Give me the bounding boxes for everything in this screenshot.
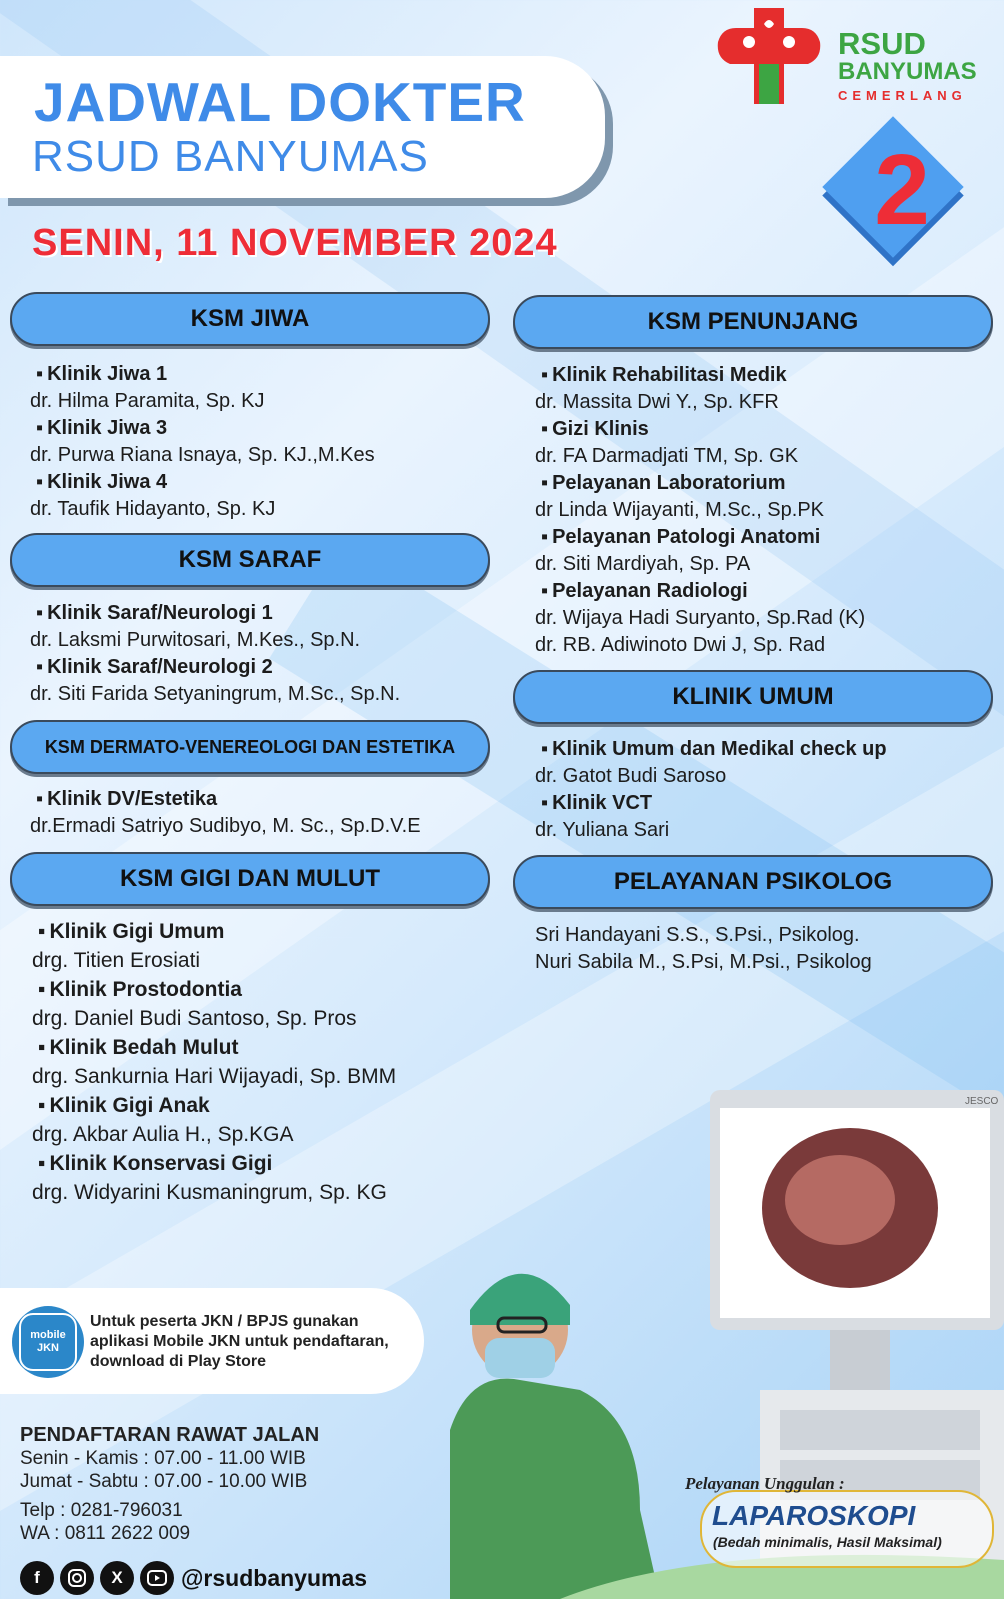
section-header-dermato: KSM DERMATO-VENEREOLOGI DAN ESTETIKA [10,720,490,774]
clinic-name: ▪ Pelayanan Radiologi [535,578,865,605]
doctor-name: dr. FA Darmadjati TM, Sp. GK [535,445,799,467]
youtube-icon[interactable] [140,1561,174,1595]
page-subtitle: RSUD BANYUMAS [32,132,429,181]
registration-whatsapp: WA : 0811 2622 009 [20,1523,191,1544]
doctor-name: drg. Akbar Aulia H., Sp.KGA [32,1123,294,1146]
promo-note: (Bedah minimalis, Hasil Maksimal) [713,1534,942,1550]
logo-text-cemerlang: CEMERLANG [838,88,967,103]
registration-hours-2: Jumat - Sabtu : 07.00 - 10.00 WIB [20,1471,308,1492]
clinic-name: ▪ Klinik Konservasi Gigi [32,1149,396,1178]
section-header-saraf: KSM SARAF [10,533,490,587]
clinic-name: ▪ Klinik VCT [535,790,887,817]
psychologist-name: Sri Handayani S.S., S.Psi., Psikolog. [535,924,860,946]
logo-text-banyumas: BANYUMAS [838,58,977,85]
mobile-jkn-icon [12,1306,84,1378]
clinic-name: ▪ Klinik Bedah Mulut [32,1033,396,1062]
clinic-name: ▪ Klinik Saraf/Neurologi 2 [30,654,400,681]
doctor-name: drg. Sankurnia Hari Wijayadi, Sp. BMM [32,1065,397,1088]
clinic-name: ▪ Klinik Umum dan Medikal check up [535,736,887,763]
section-dermato [30,786,421,840]
section-header-psikolog: PELAYANAN PSIKOLOG [513,855,993,909]
doctor-name: drg. Titien Erosiati [32,949,201,972]
section-penunjang [535,362,865,659]
clinic-name: ▪ Pelayanan Laboratorium [535,470,865,497]
doctor-name: dr. Yuliana Sari [535,819,670,841]
doctor-name: dr. Massita Dwi Y., Sp. KFR [535,391,779,413]
doctor-name: dr. Taufik Hidayanto, Sp. KJ [30,498,276,520]
doctor-name: dr Linda Wijayanti, M.Sc., Sp.PK [535,499,825,521]
doctor-name: dr. Siti Farida Setyaningrum, M.Sc., Sp.N. [30,683,401,705]
section-umum [535,736,887,844]
instagram-icon[interactable] [60,1561,94,1595]
logo-text-rsud: RSUD [838,26,926,61]
doctor-name: dr. Laksmi Purwitosari, M.Kes., Sp.N. [30,629,361,651]
promo-label: Pelayanan Unggulan : [685,1474,845,1493]
doctor-name: dr.Ermadi Satriyo Sudibyo, M. Sc., Sp.D.V.E [30,815,421,837]
clinic-name: ▪ Klinik Saraf/Neurologi 1 [30,600,400,627]
registration-title: PENDAFTARAN RAWAT JALAN [20,1424,320,1446]
psychologist-name: Nuri Sabila M., S.Psi, M.Psi., Psikolog [535,951,872,973]
section-header-jiwa: KSM JIWA [10,292,490,346]
doctor-name: drg. Daniel Budi Santoso, Sp. Pros [32,1007,357,1030]
clinic-name: ▪ Klinik Gigi Anak [32,1091,396,1120]
section-header-gigi: KSM GIGI DAN MULUT [10,852,490,906]
registration-hours-1: Senin - Kamis : 07.00 - 11.00 WIB [20,1448,306,1469]
schedule-date: SENIN, 11 NOVEMBER 2024 [32,222,558,264]
section-saraf [30,600,400,708]
clinic-name: ▪ Klinik Gigi Umum [32,917,396,946]
monitor-brand: JESCO [965,1096,999,1107]
clinic-name: ▪ Pelayanan Patologi Anatomi [535,524,865,551]
doctor-name: drg. Widyarini Kusmaningrum, Sp. KG [32,1181,387,1204]
doctor-name: dr. Wijaya Hadi Suryanto, Sp.Rad (K) [535,607,866,629]
doctor-name: dr. Hilma Paramita, Sp. KJ [30,390,265,412]
doctor-name: dr. Gatot Budi Saroso [535,765,727,787]
clinic-name: ▪ Klinik Prostodontia [32,975,396,1004]
section-header-penunjang: KSM PENUNJANG [513,295,993,349]
promo-service: LAPAROSKOPI [712,1500,916,1531]
jkn-info-text: Untuk peserta JKN / BPJS gunakan aplikasi Mobile JKN untuk pendaftaran, download di Play Store [90,1313,389,1370]
clinic-name: ▪ Klinik Jiwa 3 [30,415,375,442]
rsud-logo-icon [714,4,824,108]
x-icon[interactable]: X [100,1561,134,1595]
page-title: JADWAL DOKTER [34,71,526,133]
clinic-name: ▪ Gizi Klinis [535,416,865,443]
doctor-name: dr. Purwa Riana Isnaya, Sp. KJ.,M.Kes [30,444,375,466]
section-gigi [32,917,396,1207]
clinic-name: ▪ Klinik Rehabilitasi Medik [535,362,865,389]
doctor-name: dr. Siti Mardiyah, Sp. PA [535,553,751,575]
clinic-name: ▪ Klinik Jiwa 1 [30,361,375,388]
doctor-name: dr. RB. Adiwinoto Dwi J, Sp. Rad [535,634,826,656]
registration-phone: Telp : 0281-796031 [20,1500,183,1521]
section-jiwa [30,361,375,523]
facebook-icon[interactable]: f [20,1561,54,1595]
section-header-umum: KLINIK UMUM [513,670,993,724]
page-number: 2 [874,134,930,246]
mobile-jkn-icon-label: mobile JKN [19,1313,77,1371]
social-handle[interactable]: @rsudbanyumas [181,1565,368,1591]
clinic-name: ▪ Klinik DV/Estetika [30,786,421,813]
section-psikolog [535,922,872,976]
clinic-name: ▪ Klinik Jiwa 4 [30,469,375,496]
